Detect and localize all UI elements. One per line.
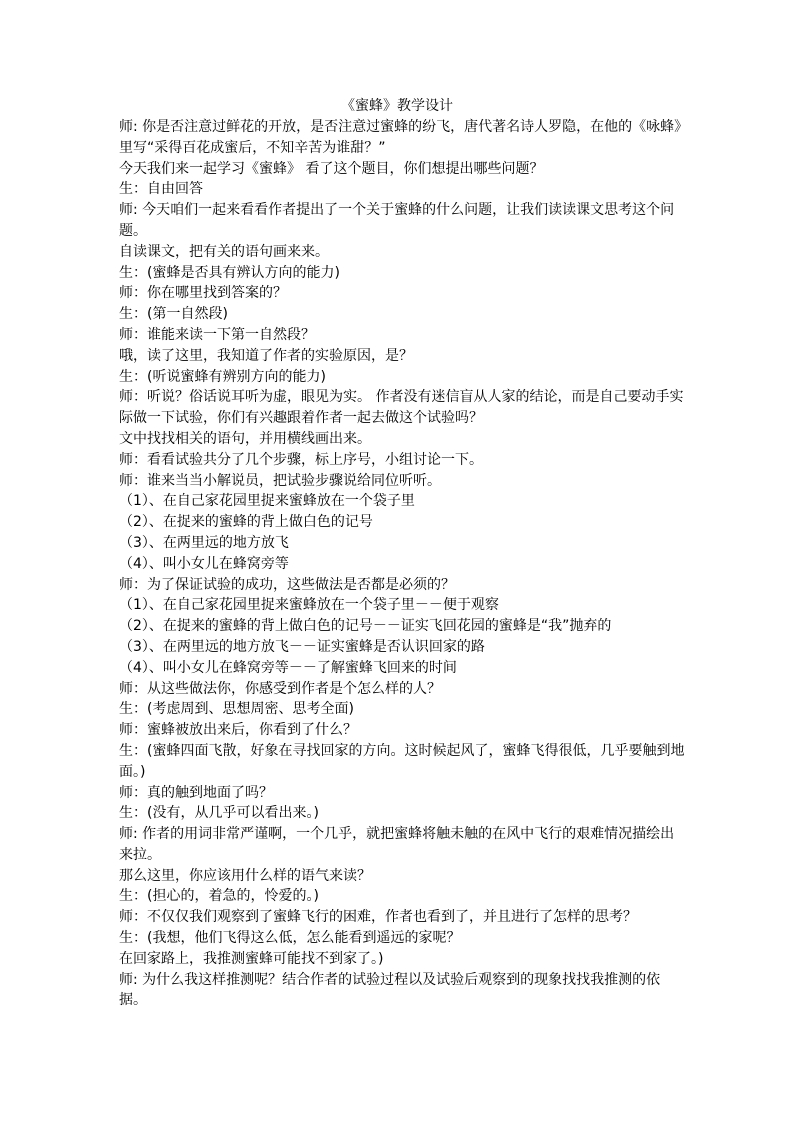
- paragraph: 师: 你是否注意过鲜花的开放，是否注意过蜜蜂的纷飞，唐代著名诗人罗隐，在他的《咏蜂》里写“采得百花成蜜后，不知辛苦为谁甜？”: [119, 119, 682, 156]
- paragraph: 文中找找相关的语句，并用横线画出来。: [119, 430, 371, 447]
- list-item: （1）、在自己家花园里捉来蜜蜂放在一个袋子里: [119, 493, 415, 510]
- paragraph: 师: 为什么我这样推测呢？结合作者的试验过程以及试验后观察到的现象找找我推测的依据。: [119, 971, 661, 1009]
- paragraph: 生：自由回答: [119, 181, 203, 198]
- paragraph: 师：蜜蜂被放出来后，你看到了什么？: [119, 722, 357, 739]
- paragraph: 师：为了保证试验的成功，这些做法是否都是必须的？: [119, 576, 455, 593]
- paragraph: 生：(考虑周到、思想周密、思考全面): [119, 701, 354, 718]
- list-item: （4）、叫小女儿在蜂窝旁等: [119, 555, 289, 572]
- paragraph: 师：看看试验共分了几个步骤，标上序号，小组讨论一下。: [119, 451, 483, 468]
- paragraph: 师：真的触到地面了吗？: [119, 784, 273, 801]
- paragraph: 师: 今天咱们一起来看看作者提出了一个关于蜜蜂的什么问题，让我们读读课文思考这个问题。: [119, 202, 675, 239]
- document-title: 《蜜蜂》教学设计: [341, 98, 453, 114]
- list-item: （2）、在捉来的蜜蜂的背上做白色的记号: [119, 514, 373, 531]
- paragraph: 师：不仅仅我们观察到了蜜蜂飞行的困难，作者也看到了，并且进行了怎样的思考？: [119, 909, 637, 926]
- list-item: （3）、在两里远的地方放飞－－证实蜜蜂是否认识回家的路: [119, 638, 485, 655]
- list-item: （2）、在捉来的蜜蜂的背上做白色的记号－－证实飞回花园的蜜蜂是“我”抛弃的: [119, 618, 612, 635]
- paragraph: 生：(我想，他们飞得这么低，怎么能看到遥远的家呢？: [119, 930, 461, 947]
- paragraph: 师：谁能来读一下第一自然段？: [119, 326, 315, 343]
- paragraph: 生：(第一自然段): [119, 306, 228, 323]
- paragraph: 师：从这些做法你，你感受到作者是个怎么样的人？: [119, 680, 441, 697]
- paragraph: 生：(听说蜜蜂有辨别方向的能力): [119, 368, 326, 385]
- document-body: [119, 117, 685, 1011]
- paragraph: 哦，读了这里，我知道了作者的实验原因，是？: [119, 347, 413, 364]
- paragraph: 那么这里，你应该用什么样的语气来读？: [119, 867, 371, 884]
- paragraph: 今天我们来一起学习《蜜蜂》 看了这个题目，你们想提出哪些问题？: [119, 160, 544, 177]
- paragraph: 生：(蜜蜂是否具有辨认方向的能力): [119, 264, 340, 281]
- paragraph: 生：(担心的，着急的，怜爱的。): [119, 888, 319, 905]
- list-item: （3）、在两里远的地方放飞: [119, 534, 289, 551]
- list-item: （1）、在自己家花园里捉来蜜蜂放在一个袋子里－－便于观察: [119, 597, 499, 614]
- paragraph: 师：你在哪里找到答案的？: [119, 285, 287, 302]
- paragraph: 在回家路上，我推测蜜蜂可能找不到家了。): [119, 950, 384, 967]
- paragraph: 生：(蜜蜂四面飞散，好象在寻找回家的方向。这时候起风了，蜜蜂飞得很低，几乎要触到地面。): [119, 742, 685, 780]
- list-item: （4）、叫小女儿在蜂窝旁等－－了解蜜蜂飞回来的时间: [119, 659, 457, 676]
- paragraph: 师：听说？俗话说耳听为虚，眼见为实。 作者没有迷信盲从人家的结论，而是自己要动手实际做一下试验，你们有兴趣跟着作者一起去做这个试验吗？: [119, 389, 684, 427]
- paragraph: 自读课文，把有关的语句画来来。: [119, 243, 329, 260]
- paragraph: 师：谁来当当小解说员，把试验步骤说给同位听听。: [119, 472, 441, 489]
- paragraph: 师: 作者的用词非常严谨啊，一个几乎，就把蜜蜂将触未触的在风中飞行的艰难情况描绘出来拉。: [119, 826, 675, 863]
- paragraph: 生：(没有，从几乎可以看出来。): [119, 805, 319, 822]
